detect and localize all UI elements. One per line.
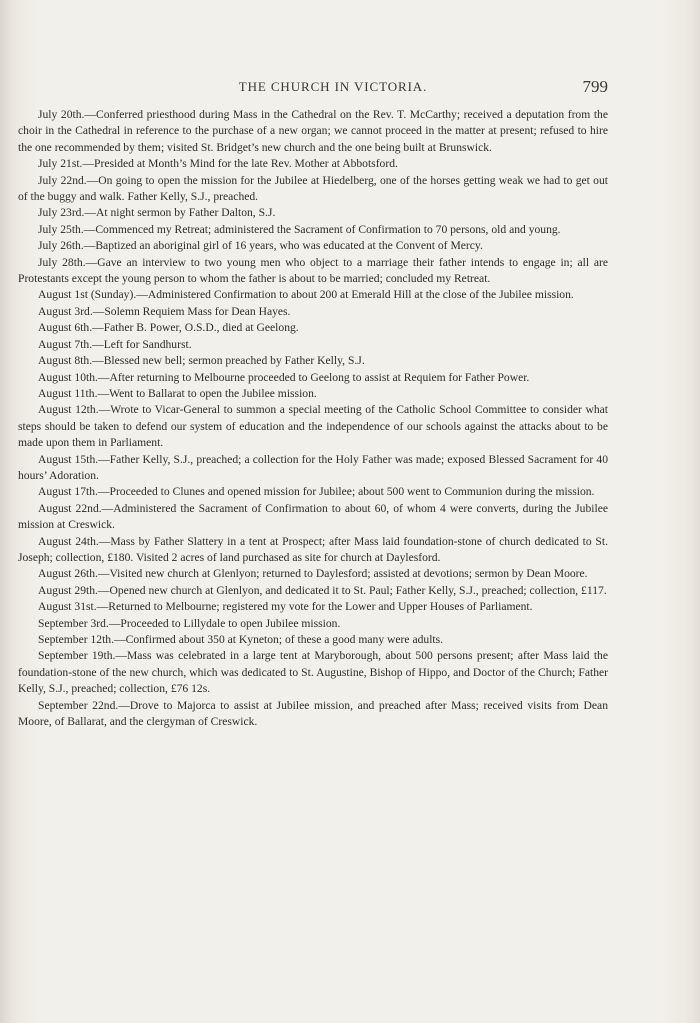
diary-entry: July 20th.—Conferred priesthood during Mass in the Cathedral on the Rev. T. McCarthy; received a deputation from the choir in the Cathedral in reference to the purchase of a new organ; we cannot proceed in the matter at present; refused to hire the one recommended by them; visited St. Bridget’s new church and the one being built at Brunswick. <box>18 108 608 154</box>
diary-entry: August 24th.—Mass by Father Slattery in a tent at Prospect; after Mass laid foundation-stone of church dedicated to St. Joseph; collection, £180. Visited 2 acres of land purchased as site for church at Daylesford. <box>18 534 608 564</box>
diary-entry: August 15th.—Father Kelly, S.J., preached; a collection for the Holy Father was made; exposed Blessed Sacrament for 40 hours’ Adoration. <box>18 452 608 482</box>
diary-entry: September 12th.—Confirmed about 350 at Kyneton; of these a good many were adults. <box>38 633 444 646</box>
diary-entry: August 31st.—Returned to Melbourne; registered my vote for the Lower and Upper Houses of Parliament. <box>38 600 533 614</box>
diary-entry: August 26th.—Visited new church at Glenlyon; returned to Daylesford; assisted at devotions; sermon by Dean Moore. <box>38 567 588 581</box>
diary-entry: July 26th.—Baptized an aboriginal girl of 16 years, who was educated at the Convent of Mercy. <box>38 239 483 253</box>
diary-entry: August 8th.—Blessed new bell; sermon preached by Father Kelly, S.J. <box>38 354 365 368</box>
diary-entry: August 10th.—After returning to Melbourne proceeded to Geelong to assist at Requiem for Father Power. <box>38 370 530 384</box>
page-number: 799 <box>582 77 608 96</box>
diary-entry: August 11th.—Went to Ballarat to open the Jubilee mission. <box>38 386 317 400</box>
diary-entries <box>18 107 608 730</box>
diary-entry: September 19th.—Mass was celebrated in a large tent at Maryborough, about 500 persons present; after Mass laid the foundation-stone of the new church, which was dedicated to St. Augustine, Bishop of Hippo, and Doctor of the Church; Father Kelly, S.J., preached; collection, £76 12s. <box>18 649 608 696</box>
diary-entry: August 6th.—Father B. Power, O.S.D., died at Geelong. <box>38 321 299 335</box>
diary-entry: August 29th.—Opened new church at Glenlyon, and dedicated it to St. Paul; Father Kelly, S.J., preached; collection, £117. <box>38 583 607 597</box>
diary-entry: September 22nd.—Drove to Majorca to assist at Jubilee mission, and preached after Mass; received visits from Dean Moore, of Ballarat, and the clergyman of Creswick. <box>18 698 608 729</box>
diary-entry: August 22nd.—Administered the Sacrament of Confirmation to about 60, of whom 4 were converts, during the Jubilee mission at Creswick. <box>18 501 608 532</box>
diary-entry: July 23rd.—At night sermon by Father Dalton, S.J. <box>38 206 276 220</box>
diary-entry: July 28th.—Gave an interview to two young men who object to a marriage their father intends to engage in; all are Protestants except the young person to whom the father is about to be married; concluded my Retreat. <box>18 255 608 286</box>
diary-entry: July 21st.—Presided at Month’s Mind for the late Rev. Mother at Abbotsford. <box>38 157 398 171</box>
diary-entry: July 22nd.—On going to open the mission for the Jubilee at Hiedelberg, one of the horses getting weak we had to get out of the buggy and walk. Father Kelly, S.J., preached. <box>18 173 608 204</box>
running-head: THE CHURCH IN VICTORIA. <box>238 79 428 94</box>
diary-entry: August 12th.—Wrote to Vicar-General to summon a special meeting of the Catholic School Committee to consider what steps should be taken to defend our system of education and the independence of our schools against the attacks about to be made upon them in Parliament. <box>18 403 608 450</box>
diary-entry: September 3rd.—Proceeded to Lillydale to open Jubilee mission. <box>38 616 341 630</box>
diary-entry: August 1st (Sunday).—Administered Confirmation to about 200 at Emerald Hill at the close of the Jubilee mission. <box>38 288 574 302</box>
page-header <box>18 77 608 97</box>
diary-entry: July 25th.—Commenced my Retreat; administered the Sacrament of Confirmation to 70 persons, old and young. <box>38 222 561 236</box>
diary-entry: August 3rd.—Solemn Requiem Mass for Dean Hayes. <box>38 304 291 318</box>
diary-entry: August 7th.—Left for Sandhurst. <box>38 337 192 351</box>
diary-entry: August 17th.—Proceeded to Clunes and opened mission for Jubilee; about 500 went to Communion during the mission. <box>38 485 595 499</box>
